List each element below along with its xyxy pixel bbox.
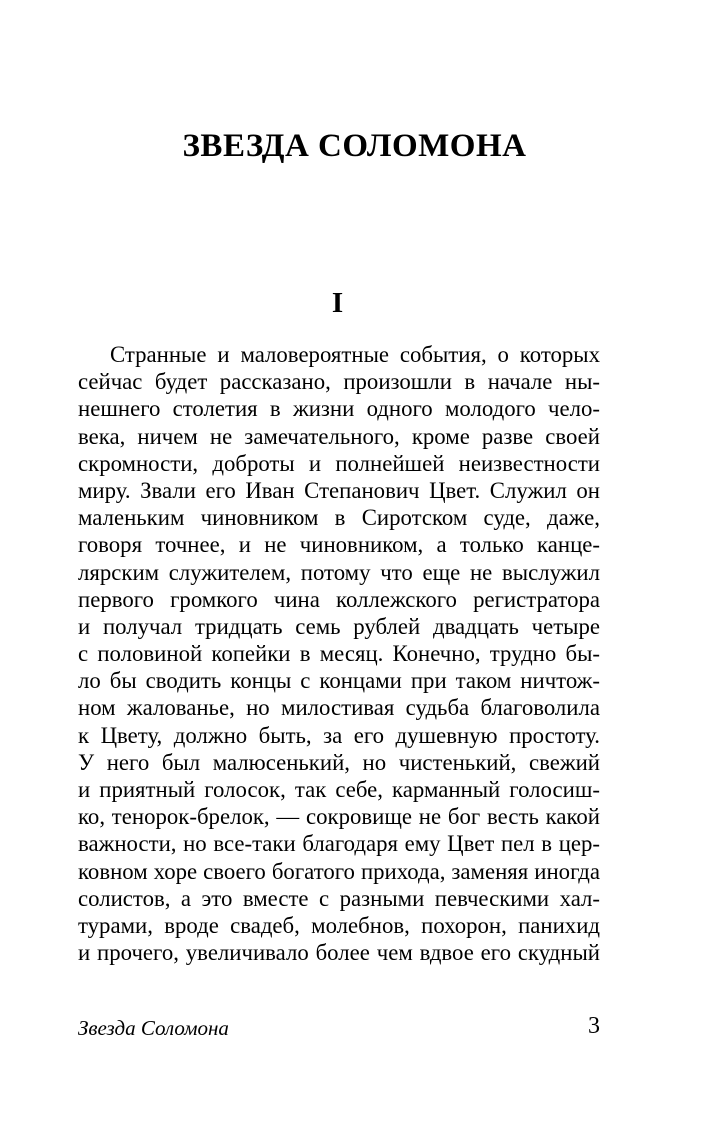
text-line: и прочего, увеличивало более чем вдвое его скудный	[78, 940, 600, 966]
text-line: турами, вроде свадеб, молебнов, похорон, панихид	[78, 912, 600, 938]
book-title: ЗВЕЗДА СОЛОМОНА	[182, 128, 527, 164]
text-line: ло бы сводить концы с концами при таком ничтож-	[78, 668, 600, 694]
text-line: к Цвету, должно быть, за его душевную простоту.	[78, 722, 600, 748]
text-line: сейчас будет рассказано, произошли в начале ны-	[78, 369, 600, 395]
text-line: ковном хоре своего богатого прихода, заменяя иногда	[78, 858, 600, 884]
text-line: Странные и маловероятные события, о которых	[110, 342, 600, 367]
text-line: века, ничем не замечательного, кроме разве своей	[78, 423, 600, 449]
text-line: миру. Звали его Иван Степанович Цвет. Служил он	[78, 477, 600, 503]
text-line: ко, тенорок-брелок, — сокровище не бог весть какой	[78, 804, 600, 830]
text-line: говоря точнее, и не чиновником, а только канце-	[78, 532, 600, 558]
text-line: скромности, доброты и полнейшей неизвестности	[78, 450, 600, 476]
page-number: 3	[588, 1013, 600, 1039]
text-line: первого громкого чина коллежского регистратора	[78, 586, 600, 612]
text-line: У него был малюсенький, но чистенький, свежий	[78, 749, 600, 775]
text-line: ном жалованье, но милостивая судьба благоволила	[78, 695, 600, 721]
text-line: лярским служителем, потому что еще не выслужил	[78, 559, 600, 585]
body-paragraph	[78, 341, 600, 966]
text-line: и получал тридцать семь рублей двадцать четыре	[78, 613, 600, 639]
text-line: нешнего столетия в жизни одного молодого чело-	[78, 396, 600, 422]
text-line: солистов, а это вместе с разными певческими хал-	[78, 885, 600, 911]
chapter-number: I	[331, 287, 344, 319]
text-line: важности, но все-таки благодаря ему Цвет пел в цер-	[78, 831, 600, 857]
text-line: маленьким чиновником в Сиротском суде, даже,	[78, 505, 600, 531]
running-footer-title: Звезда Соломона	[78, 1016, 229, 1040]
text-line: и приятный голосок, так себе, карманный голосиш-	[78, 777, 600, 802]
text-line: с половиной копейки в месяц. Конечно, трудно бы-	[78, 641, 600, 667]
